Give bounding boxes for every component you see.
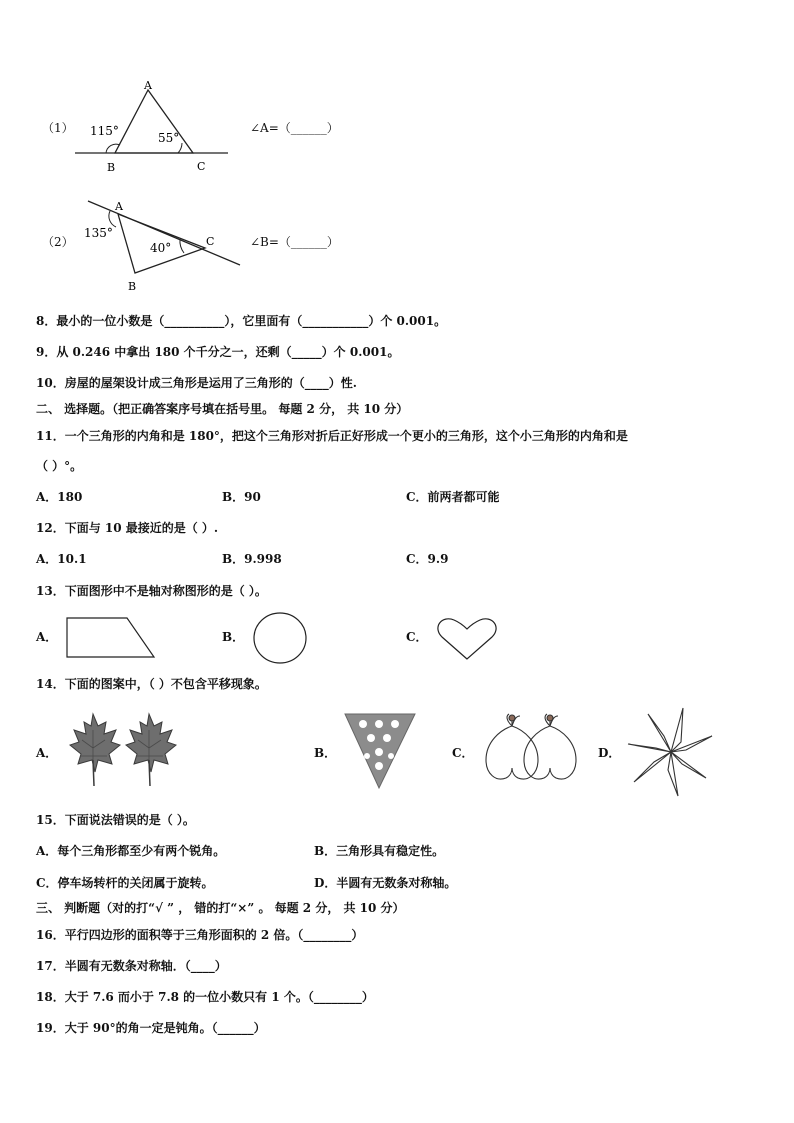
q13-option-c[interactable]: C． bbox=[406, 630, 428, 644]
overlapping-hearts-pattern bbox=[482, 712, 582, 790]
figure-2-number: （2） bbox=[42, 235, 74, 249]
q13-option-b[interactable]: B． bbox=[222, 630, 245, 644]
fig2-exterior-angle: 135° bbox=[84, 226, 113, 240]
maple-leaves-pattern bbox=[64, 712, 184, 788]
q15-option-d[interactable]: D．半圆有无数条对称轴。 bbox=[314, 876, 457, 890]
section-3-title: 三、 判断题（对的打“√ ” ， 错的打“×” 。 每题 2 分， 共 10 分） bbox=[36, 901, 405, 915]
q11-option-c[interactable]: C．前两者都可能 bbox=[406, 490, 500, 504]
q12-option-b[interactable]: B．9.998 bbox=[222, 552, 282, 566]
q15-option-c[interactable]: C．停车场转杆的关闭属于旋转。 bbox=[36, 876, 214, 890]
question-17: 17．半圆有无数条对称轴．（____） bbox=[36, 959, 227, 973]
q14-option-b[interactable]: B． bbox=[314, 746, 337, 760]
question-8: 8．最小的一位小数是（__________），它里面有（___________）个 0.001。 bbox=[36, 314, 447, 328]
question-14: 14．下面的图案中，（ ）不包含平移现象。 bbox=[36, 677, 267, 691]
section-2-title: 二、 选择题。（把正确答案序号填在括号里。 每题 2 分， 共 10 分） bbox=[36, 402, 409, 416]
q12-option-c[interactable]: C．9.9 bbox=[406, 552, 449, 566]
fig2-vertex-c: C bbox=[206, 235, 215, 248]
fig2-angle-c: 40° bbox=[150, 241, 172, 255]
pinwheel-pattern bbox=[626, 706, 716, 798]
q15-option-a[interactable]: A．每个三角形都至少有两个锐角。 bbox=[36, 844, 226, 858]
question-9: 9．从 0.246 中拿出 180 个千分之一，还剩（_____）个 0.001。 bbox=[36, 345, 400, 359]
q13-option-a[interactable]: A． bbox=[36, 630, 58, 644]
question-11-line1: 11．一个三角形的内角和是 180°，把这个三角形对折后正好形成一个更小的三角形，这个小三角形的内角和是 bbox=[36, 429, 628, 443]
trapezoid-shape bbox=[66, 617, 158, 659]
q14-option-a[interactable]: A． bbox=[36, 746, 58, 760]
flower-triangle-pattern bbox=[343, 712, 417, 790]
heart-shape bbox=[436, 617, 498, 661]
fig1-vertex-c: C bbox=[197, 160, 206, 173]
fig2-vertex-a: A bbox=[115, 200, 123, 213]
question-12: 12．下面与 10 最接近的是（ ）. bbox=[36, 521, 219, 535]
circle-shape bbox=[253, 612, 309, 664]
fig1-vertex-a: A bbox=[144, 79, 152, 92]
triangle-figure-2 bbox=[80, 193, 250, 298]
fig1-exterior-angle: 115° bbox=[90, 124, 119, 138]
q11-option-b[interactable]: B．90 bbox=[222, 490, 261, 504]
q14-option-c[interactable]: C． bbox=[452, 746, 474, 760]
question-19: 19．大于 90°的角一定是钝角。（______） bbox=[36, 1021, 266, 1035]
triangle-figure-1 bbox=[70, 75, 240, 185]
question-18: 18．大于 7.6 而小于 7.8 的一位小数只有 1 个。（________） bbox=[36, 990, 374, 1004]
q12-option-a[interactable]: A．10.1 bbox=[36, 552, 87, 566]
q14-option-d[interactable]: D． bbox=[598, 746, 621, 760]
figure-1-number: （1） bbox=[42, 121, 74, 135]
question-11-line2: （ ）°。 bbox=[36, 459, 83, 473]
question-15: 15．下面说法错误的是（ ）。 bbox=[36, 813, 195, 827]
figure-2-question: ∠B=（______） bbox=[250, 235, 339, 249]
fig1-vertex-b: B bbox=[107, 161, 116, 174]
question-16: 16．平行四边形的面积等于三角形面积的 2 倍。（________） bbox=[36, 928, 364, 942]
q15-option-b[interactable]: B．三角形具有稳定性。 bbox=[314, 844, 445, 858]
question-10: 10．房屋的屋架设计成三角形是运用了三角形的（____）性. bbox=[36, 376, 357, 390]
figure-1-question: ∠A=（______） bbox=[250, 121, 339, 135]
q11-option-a[interactable]: A．180 bbox=[36, 490, 83, 504]
question-13: 13．下面图形中不是轴对称图形的是（ ）。 bbox=[36, 584, 267, 598]
fig1-angle-c: 55° bbox=[158, 131, 180, 145]
fig2-vertex-b: B bbox=[128, 280, 137, 293]
